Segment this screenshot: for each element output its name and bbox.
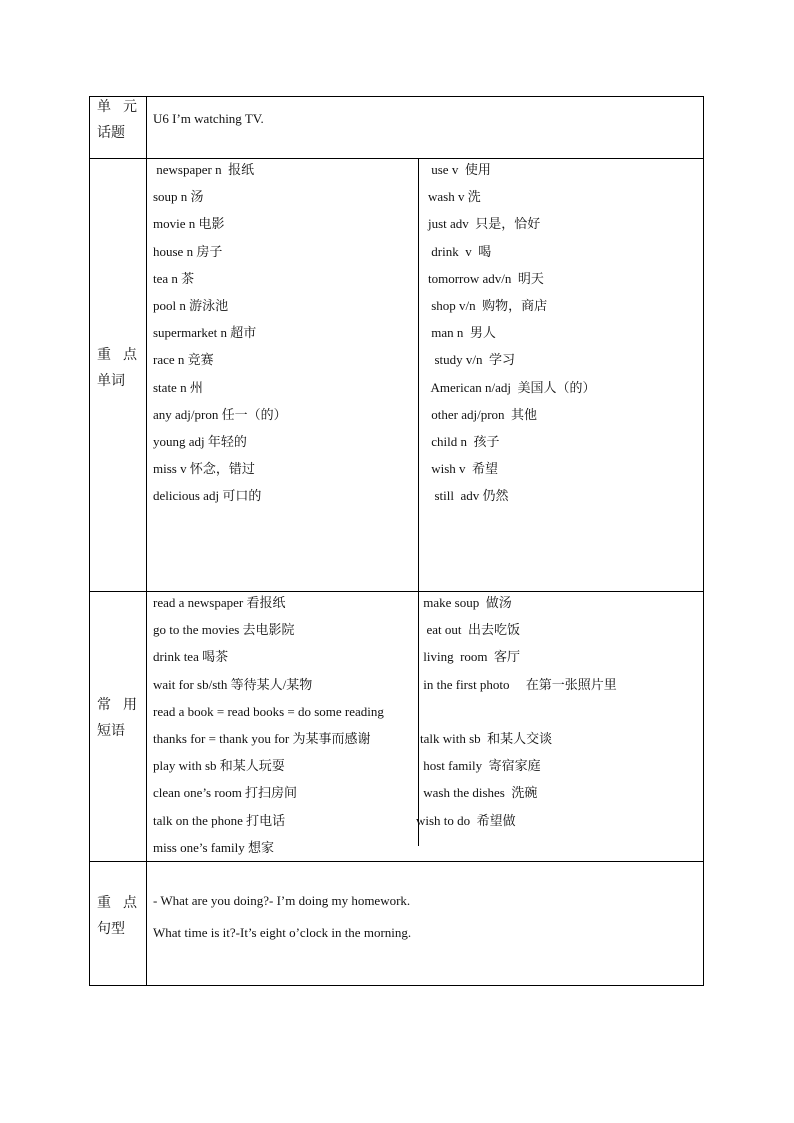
phrase-item: eat out 出去吃饭 bbox=[420, 622, 521, 638]
phrase-item: host family 寄宿家庭 bbox=[420, 758, 541, 774]
word-item: still adv 仍然 bbox=[428, 488, 509, 504]
phrases-left-column bbox=[153, 594, 384, 866]
word-item: child n 孩子 bbox=[428, 433, 500, 449]
sentences-label bbox=[97, 891, 149, 943]
phrases-label-line-2: 短语 bbox=[97, 724, 125, 739]
word-item: newspaper n 报纸 bbox=[153, 162, 255, 177]
phrase-item: miss one’s family 想家 bbox=[153, 839, 274, 855]
word-item: American n/adj 美国人（的） bbox=[428, 379, 596, 395]
topic-label-char-2: 元 bbox=[123, 100, 137, 115]
word-item: soup n 汤 bbox=[153, 189, 204, 205]
table-border-right bbox=[703, 96, 704, 986]
phrases-label bbox=[97, 693, 149, 745]
sentences-label-char-1: 重 bbox=[97, 896, 111, 911]
words-label-char-1: 重 bbox=[97, 348, 111, 363]
word-item: tomorrow adv/n 明天 bbox=[428, 270, 544, 286]
phrase-item: clean one’s room 打扫房间 bbox=[153, 785, 298, 801]
phrase-item: read a book = read books = do some reading bbox=[153, 703, 384, 719]
topic-label-line-2: 话题 bbox=[97, 126, 125, 141]
phrase-item: read a newspaper 看报纸 bbox=[153, 595, 286, 610]
word-item: man n 男人 bbox=[428, 325, 496, 341]
sentences-label-line-2: 句型 bbox=[97, 922, 125, 937]
word-item: study v/n 学习 bbox=[428, 352, 516, 368]
phrase-item: play with sb 和某人玩耍 bbox=[153, 758, 285, 774]
words-left-column bbox=[153, 161, 287, 514]
phrase-item: drink tea 喝茶 bbox=[153, 649, 229, 665]
phrases-right-column bbox=[416, 594, 617, 866]
phrase-item: thanks for = thank you for 为某事而感谢 bbox=[153, 730, 371, 746]
word-item: supermarket n 超市 bbox=[153, 325, 257, 341]
phrases-label-char-1: 常 bbox=[97, 698, 111, 713]
word-item: other adj/pron 其他 bbox=[428, 406, 538, 422]
sentence-item: - What are you doing?- I’m doing my homework. bbox=[153, 893, 411, 908]
word-item: young adj 年轻的 bbox=[153, 433, 247, 449]
phrase-item: talk with sb 和某人交谈 bbox=[420, 730, 553, 746]
phrase-item: in the first photo 在第一张照片里 bbox=[420, 676, 617, 692]
phrase-item: wait for sb/sth 等待某人/某物 bbox=[153, 676, 313, 692]
phrase-item: make soup 做汤 bbox=[420, 595, 512, 610]
phrase-item: wish to do 希望做 bbox=[416, 812, 516, 828]
sentence-item: What time is it?-It’s eight o’clock in the morning. bbox=[153, 925, 412, 940]
words-label-char-2: 点 bbox=[123, 348, 137, 363]
word-item: movie n 电影 bbox=[153, 216, 225, 232]
table-divider-2 bbox=[89, 591, 704, 592]
word-item: state n 州 bbox=[153, 379, 203, 395]
word-item: wash v 洗 bbox=[428, 189, 481, 205]
word-item: shop v/n 购物，商店 bbox=[428, 297, 548, 313]
word-item: drink v 喝 bbox=[428, 243, 492, 259]
table-border-bottom bbox=[89, 985, 704, 986]
unit-topic: U6 I’m watching TV. bbox=[153, 111, 264, 126]
word-item: miss v 怀念，错过 bbox=[153, 461, 255, 477]
table-label-divider bbox=[146, 96, 147, 986]
phrase-item bbox=[420, 703, 617, 730]
phrase-item: living room 客厅 bbox=[420, 649, 521, 665]
words-label bbox=[97, 343, 149, 395]
word-item: tea n 茶 bbox=[153, 270, 195, 286]
word-item: just adv 只是，恰好 bbox=[428, 216, 541, 232]
phrase-item bbox=[420, 839, 617, 866]
sentences-label-char-2: 点 bbox=[123, 896, 137, 911]
topic-label-char-1: 单 bbox=[97, 100, 111, 115]
phrases-column-divider bbox=[418, 591, 419, 846]
word-item: house n 房子 bbox=[153, 243, 223, 259]
phrase-item: wash the dishes 洗碗 bbox=[420, 785, 538, 801]
words-label-line-2: 单词 bbox=[97, 374, 125, 389]
words-column-divider bbox=[418, 158, 419, 591]
phrase-item: talk on the phone 打电话 bbox=[153, 812, 286, 828]
topic-label bbox=[97, 95, 149, 147]
word-item: use v 使用 bbox=[428, 162, 491, 177]
word-item: delicious adj 可口的 bbox=[153, 488, 262, 504]
word-item: wish v 希望 bbox=[428, 461, 499, 477]
table-border-top bbox=[89, 96, 704, 97]
word-item: any adj/pron 任一（的） bbox=[153, 406, 287, 422]
phrases-label-char-2: 用 bbox=[123, 698, 137, 713]
table-border-left bbox=[89, 96, 90, 986]
word-item: pool n 游泳池 bbox=[153, 297, 229, 313]
table-divider-1 bbox=[89, 158, 704, 159]
word-item: race n 竞赛 bbox=[153, 352, 214, 368]
words-right-column bbox=[428, 161, 596, 514]
phrase-item: go to the movies 去电影院 bbox=[153, 622, 295, 638]
